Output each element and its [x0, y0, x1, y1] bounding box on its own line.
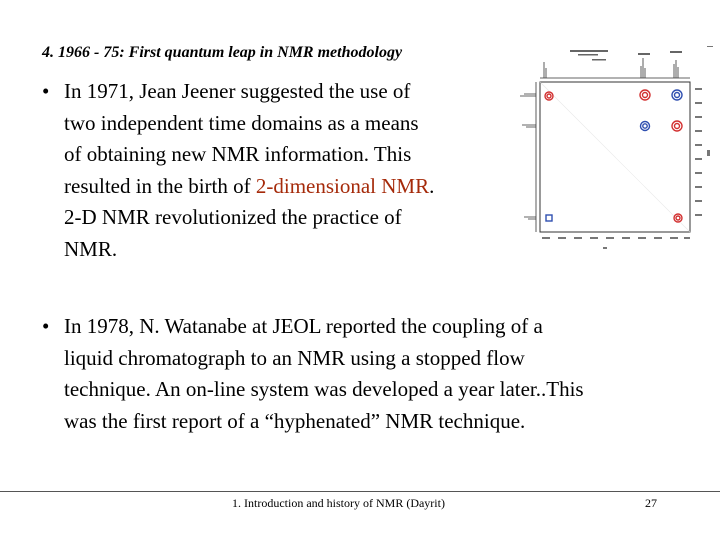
bottom-axis-ticks — [542, 237, 690, 249]
bullet-line: liquid chromatograph to an NMR using a stopped flow — [64, 345, 525, 370]
highlight-2d-nmr: 2-dimensional NMR — [255, 173, 430, 198]
bullet-hyphenated-nmr — [42, 311, 682, 437]
bullet-marker: • — [42, 314, 50, 338]
bullet-2d-nmr — [42, 76, 502, 265]
bullet-marker: • — [42, 79, 50, 103]
bullet-line: In 1971, Jean Jeener suggested the use of — [64, 79, 411, 103]
peak-labels — [570, 50, 682, 61]
2d-nmr-spectrum-image — [500, 40, 715, 265]
footer-divider — [0, 491, 720, 492]
bullet-line: two independent time domains as a means — [64, 110, 419, 135]
page-number: 27 — [645, 496, 657, 510]
bullet-line: of obtaining new NMR information. This — [64, 142, 412, 166]
bullet-line — [64, 171, 502, 203]
bullet-line: 2-D NMR revolutionized the practice of — [64, 205, 402, 229]
bullet-text — [42, 311, 682, 437]
left-projection — [520, 82, 536, 232]
bullet-line: was the first report of a “hyphenated” NMR technique. — [64, 408, 526, 433]
corner-mark — [707, 46, 713, 47]
footer-caption: 1. Introduction and history of NMR (Dayrit) — [232, 496, 445, 510]
bullet-text — [42, 76, 502, 265]
bullet-line: In 1978, N. Watanabe at JEOL reported the coupling of a — [64, 314, 543, 338]
top-projection — [540, 58, 690, 78]
bullet-line: technique. An on-line system was developed a year later..This — [64, 377, 584, 401]
bullet-line-suffix: . — [429, 173, 435, 198]
bullet-line-prefix: resulted in the birth of — [64, 173, 256, 198]
slide-title: 4. 1966 - 75: First quantum leap in NMR methodology — [42, 44, 403, 61]
right-axis-ticks — [695, 88, 710, 216]
bullet-line: NMR. — [64, 236, 118, 261]
